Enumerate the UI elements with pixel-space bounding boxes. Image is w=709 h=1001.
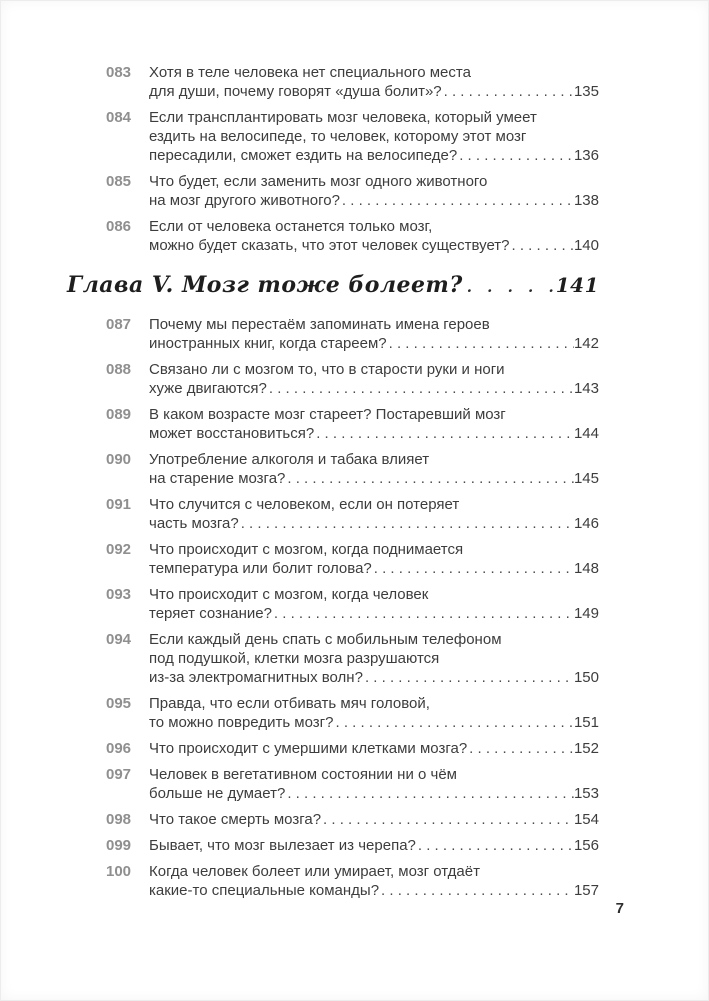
toc-entry-085 [106,172,599,210]
entry-title [149,450,599,488]
entry-title-text: часть мозга? [149,515,239,532]
entry-title-line: ездить на велосипеде, то человек, которому этот мозг [149,128,527,145]
entry-number: 100 [106,863,132,880]
dot-leader [267,379,574,398]
entry-page-number: 157 [573,882,599,899]
entry-title-line: Когда человек болеет или умирает, мозг отдаёт [149,863,480,880]
toc-entry-083 [106,63,599,101]
entry-title [149,540,599,578]
dot-leader [363,668,574,687]
toc-entries-before-chapter [106,63,599,255]
entry-title-line [149,469,599,488]
entry-title-text: на старение мозга? [149,470,286,487]
toc-entry-084 [106,108,599,165]
toc-entry-092 [106,540,599,578]
entry-title-line: под подушкой, клетки мозга разрушаются [149,650,440,667]
entry-title-text: теряет сознание? [149,605,272,622]
entry-number: 084 [106,109,132,126]
entry-title-line [149,191,599,210]
entry-title-text: на мозг другого животного? [149,192,340,209]
dot-leader [457,146,574,165]
entry-number: 083 [106,64,132,81]
page-number: 7 [615,900,624,917]
entry-title-text: Бывает, что мозг вылезает из черепа? [149,837,416,854]
entry-title-text: Что происходит с умершими клетками мозга? [149,740,468,757]
entry-title-line [149,739,599,758]
dot-leader [333,713,573,732]
entry-title-text: какие-то специальные команды? [149,882,380,899]
entry-title-line [149,514,599,533]
entry-number: 097 [106,766,132,783]
entry-page-number: 146 [573,515,599,532]
entry-title-text: то можно повредить мозг? [149,714,334,731]
toc-entry-087 [106,315,599,353]
dot-leader [372,559,574,578]
toc-entry-098 [106,810,599,829]
toc-entry-091 [106,495,599,533]
entry-title-text: Что такое смерть мозга? [149,811,322,828]
entry-page-number: 135 [573,83,599,100]
entry-page-number: 154 [573,811,599,828]
entry-title-text: пересадили, сможет ездить на велосипеде? [149,147,458,164]
entry-title-line: Правда, что если отбивать мяч головой, [149,695,430,712]
dot-leader [379,881,574,900]
entry-title-line: Человек в вегетативном состоянии ни о чём [149,766,457,783]
entry-title-line: Связано ли с мозгом то, что в старости руки и ноги [149,361,505,378]
entry-title-line [149,810,599,829]
entry-number: 090 [106,451,132,468]
entry-title-line [149,82,599,101]
entry-number: 094 [106,631,132,648]
entry-title-line [149,334,599,353]
toc-entry-089 [106,405,599,443]
entry-number: 093 [106,586,132,603]
entry-number: 092 [106,541,132,558]
entry-page-number: 148 [573,560,599,577]
entry-title-line: Хотя в теле человека нет специального места [149,64,471,81]
entry-title-line [149,604,599,623]
entry-title-text: для души, почему говорят «душа болит»? [149,83,442,100]
entry-number: 091 [106,496,132,513]
dot-leader [321,810,574,829]
entry-title-text: может восстановиться? [149,425,315,442]
toc-entry-099 [106,836,599,855]
entry-title-line [149,379,599,398]
entry-title [149,315,599,353]
entry-title-text: иностранных книг, когда стареем? [149,335,387,352]
entry-title-line [149,836,599,855]
dot-leader [285,784,574,803]
entry-title-line [149,424,599,443]
entry-title-line [149,713,599,732]
entry-page-number: 153 [573,785,599,802]
dot-leader [239,514,574,533]
toc-entry-093 [106,585,599,623]
chapter-title: Глава V. Мозг тоже болеет? [67,272,463,298]
entry-page-number: 151 [573,714,599,731]
entry-title-line: Употребление алкоголя и табака влияет [149,451,430,468]
entry-title-line [149,784,599,803]
entry-title [149,405,599,443]
entry-title-line: Что происходит с мозгом, когда поднимается [149,541,464,558]
entry-title-line: Если каждый день спать с мобильным телефоном [149,631,502,648]
entry-title-line: Что происходит с мозгом, когда человек [149,586,429,603]
dot-leader [467,739,574,758]
entry-page-number: 145 [573,470,599,487]
entry-title-text: из-за электромагнитных волн? [149,669,363,686]
dot-leader [416,836,574,855]
entry-title [149,108,599,165]
dot-leader [510,236,574,255]
toc-entries-after-chapter [106,315,599,900]
entry-title-line: Если трансплантировать мозг человека, который умеет [149,109,537,126]
entry-page-number: 140 [573,237,599,254]
toc-entry-100 [106,862,599,900]
entry-title [149,585,599,623]
dot-leader [387,334,574,353]
toc-entry-096 [106,739,599,758]
entry-number: 095 [106,695,132,712]
entry-title [149,694,599,732]
entry-title [149,495,599,533]
entry-number: 085 [106,173,132,190]
toc-entry-088 [106,360,599,398]
entry-title-line [149,668,599,687]
dot-leader [314,424,574,443]
entry-title-line: В каком возрасте мозг стареет? Постаревший мозг [149,406,506,423]
entry-title [149,810,599,829]
chapter-heading [67,271,599,301]
entry-page-number: 149 [573,605,599,622]
entry-page-number: 143 [573,380,599,397]
entry-number: 099 [106,837,132,854]
entry-title [149,836,599,855]
entry-title-line [149,146,599,165]
entry-page-number: 156 [573,837,599,854]
entry-title [149,765,599,803]
entry-page-number: 136 [573,147,599,164]
entry-title-line: Что будет, если заменить мозг одного животного [149,173,488,190]
entry-number: 089 [106,406,132,423]
entry-number: 087 [106,316,132,333]
dot-leader [285,469,574,488]
entry-page-number: 144 [573,425,599,442]
entry-title-line: Почему мы перестаём запоминать имена героев [149,316,490,333]
entry-title-line: Что случится с человеком, если он потеряет [149,496,460,513]
entry-title [149,172,599,210]
entry-title-line [149,559,599,578]
dot-leader [272,604,574,623]
entry-number: 086 [106,218,132,235]
entry-title [149,739,599,758]
entry-title-line: Если от человека останется только мозг, [149,218,433,235]
entry-title [149,217,599,255]
toc-entry-097 [106,765,599,803]
entry-number: 098 [106,811,132,828]
entry-title-text: больше не думает? [149,785,286,802]
entry-title-line [149,236,599,255]
entry-number: 088 [106,361,132,378]
entry-title-text: можно будет сказать, что этот человек существует? [149,237,510,254]
entry-page-number: 152 [573,740,599,757]
toc-entry-090 [106,450,599,488]
entry-title-text: температура или болит голова? [149,560,372,577]
entry-title [149,63,599,101]
toc-entry-086 [106,217,599,255]
dot-leader [442,82,574,101]
table-of-contents [67,63,599,900]
dot-leader [340,191,574,210]
dot-leader [463,273,556,301]
entry-page-number: 142 [573,335,599,352]
entry-title [149,630,599,687]
entry-title [149,360,599,398]
entry-title-line [149,881,599,900]
entry-title [149,862,599,900]
toc-entry-095 [106,694,599,732]
chapter-page-number: 141 [555,273,599,297]
entry-page-number: 150 [573,669,599,686]
entry-number: 096 [106,740,132,757]
toc-entry-094 [106,630,599,687]
entry-page-number: 138 [573,192,599,209]
entry-title-text: хуже двигаются? [149,380,267,397]
